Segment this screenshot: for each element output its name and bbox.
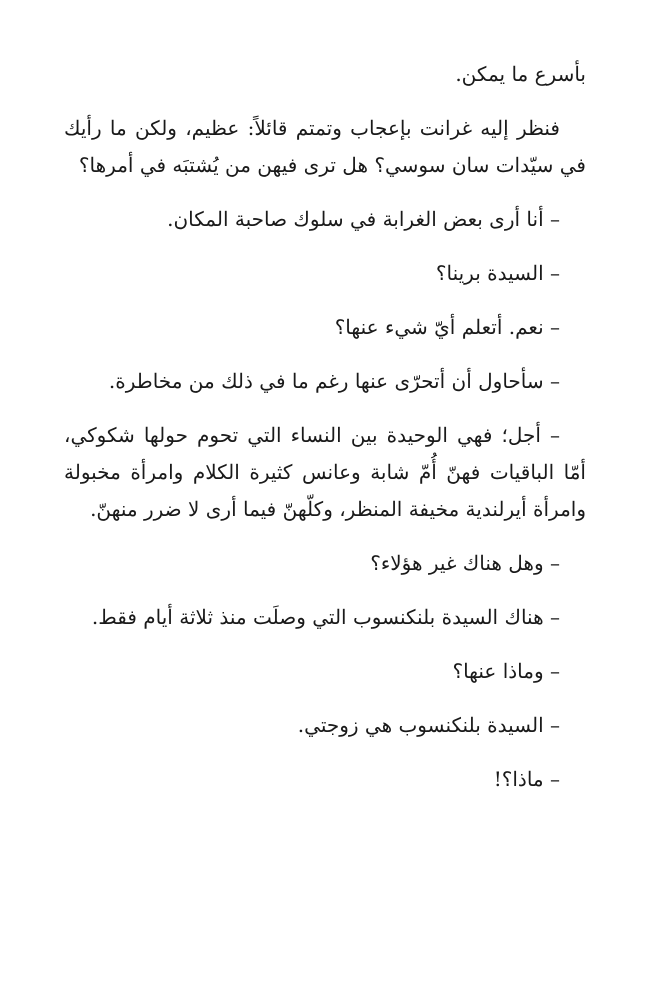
dialogue-line-2: – السيدة برينا؟ (435, 261, 560, 285)
dialogue-line-8: – وماذا عنها؟ (452, 659, 560, 683)
dialogue-line-4: – سأحاول أن أتحرّى عنها رغم ما في ذلك من مخاطرة. (108, 369, 560, 393)
dialogue-line-10: – ماذا؟! (493, 767, 560, 791)
book-page (64, 56, 586, 815)
paragraph-1: بأسرع ما يمكن. (455, 62, 586, 86)
dialogue-line-9: – السيدة بلنكنسوب هي زوجتي. (297, 713, 560, 737)
dialogue-line-1: – أنا أرى بعض الغرابة في سلوك صاحبة المكان. (167, 207, 560, 231)
dialogue-line-6: – وهل هناك غير هؤلاء؟ (370, 551, 560, 575)
dialogue-line-3: – نعم. أتعلم أيّ شيء عنها؟ (334, 315, 560, 339)
paragraph-2: فنظر إليه غرانت بإعجاب وتمتم قائلاً: عظيم، ولكن ما رأيك في سيّدات سان سوسي؟ هل ترى فيهن من يُشتبَه في أمرها؟ (64, 116, 586, 177)
dialogue-line-5: – أجل؛ فهي الوحيدة بين النساء التي تحوم حولها شكوكي، أمّا الباقيات فهنّ أُمّ شابة وعانس كثيرة الكلام وامرأة مخبولة وامرأة أيرلندية مخيفة المنظر، وكلّهنّ فيما أرى لا ضرر منهنّ. (64, 423, 586, 521)
dialogue-line-7: – هناك السيدة بلنكنسوب التي وصلَت منذ ثلاثة أيام فقط. (91, 605, 560, 629)
